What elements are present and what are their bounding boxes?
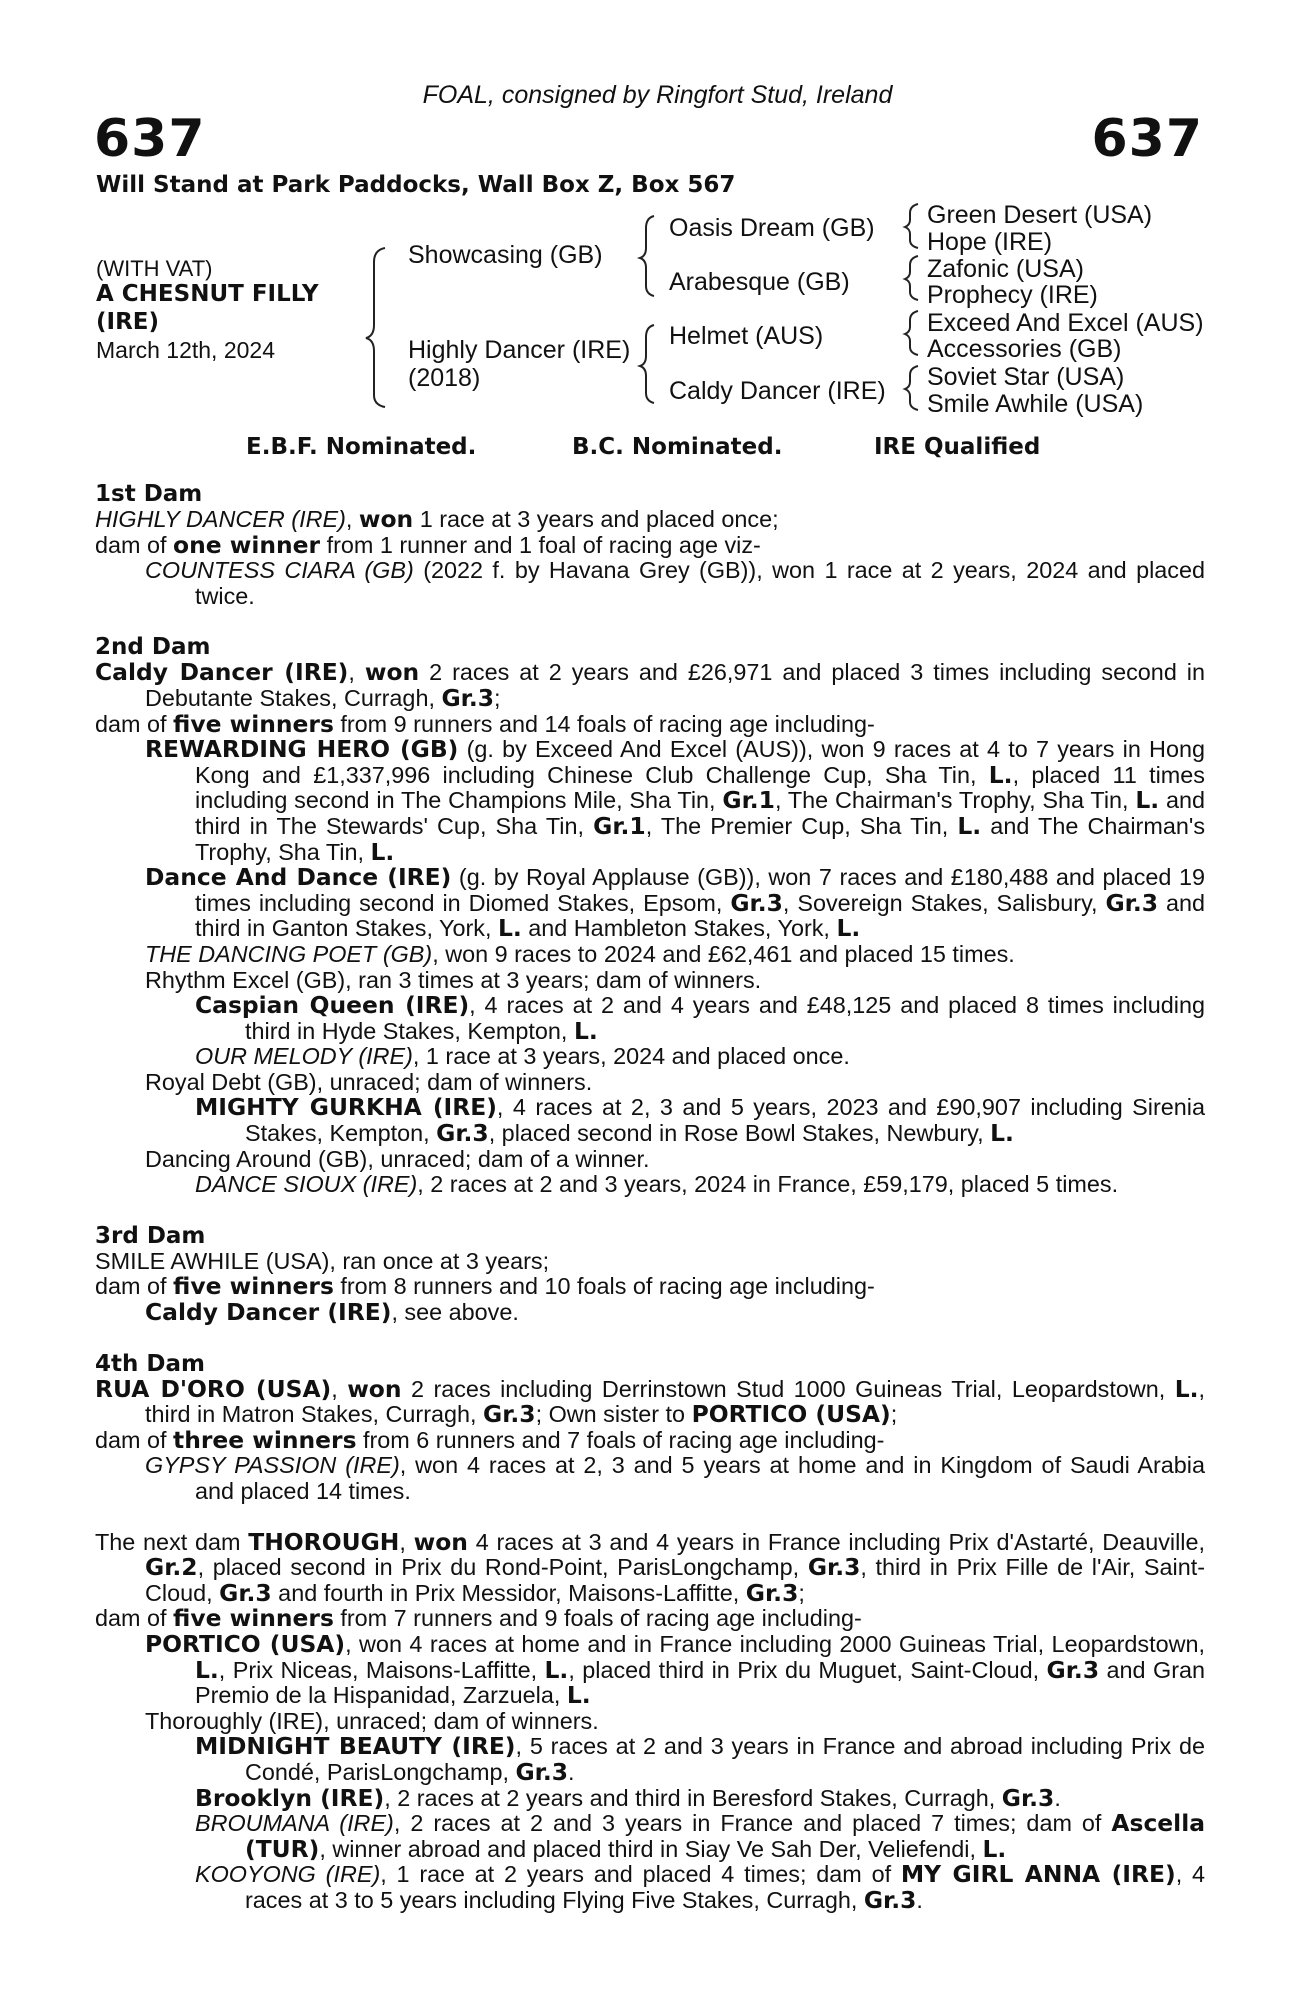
dam-record: RUA D'ORO (USA), won 2 races including Derrinstown Stud 1000 Guineas Trial, Leopardstown, L., third in Matron Stakes, Curragh, Gr.3; Own sister to PORTICO (USA); xyxy=(95,1374,1206,1429)
dam-record: HIGHLY DANCER (IRE), won 1 race at 3 years and placed once; xyxy=(95,505,779,533)
horse-name: MIGHTY GURKHA (IRE) xyxy=(195,1093,497,1122)
foal-birth-date: March 12th, 2024 xyxy=(96,337,276,363)
first-dam-section xyxy=(95,481,1205,609)
grand-produce-entry: MIDNIGHT BEAUTY (IRE), 5 races at 2 and 3 years in France and abroad including Prix de Condé, ParisLongchamp, Gr.3. xyxy=(195,1732,1205,1786)
stand-location: Will Stand at Park Paddocks, Wall Box Z, Box 567 xyxy=(96,172,736,198)
fourth-dam-section xyxy=(95,1351,1205,1505)
dam-record: Caldy Dancer (IRE), won 2 races at 2 years and £26,971 and placed 3 times including second in Debutante Stakes, Curragh, Gr.3; xyxy=(95,658,1205,712)
consignor-line: FOAL, consigned by Ringfort Stud, Ireland xyxy=(422,81,893,109)
horse-name: DANCE SIOUX (IRE) xyxy=(195,1171,418,1198)
produce-summary: dam of three winners from 6 runners and 7 foals of racing age including- xyxy=(95,1425,885,1454)
produce-entry: Thoroughly (IRE), unraced; dam of winners. xyxy=(145,1707,599,1734)
sire-name: Showcasing (GB) xyxy=(408,241,603,269)
sire-dam: Arabesque (GB) xyxy=(669,268,850,296)
dam-sire-dam: Accessories (GB) xyxy=(927,335,1122,363)
produce-entry: Dance And Dance (IRE) (g. by Royal Applause (GB)), won 7 races and £180,488 and placed 19 times including second in Diomed Stakes, Epsom, Gr.3, Sovereign Stakes, Salisbury, Gr.3 and third in Ganton Stakes, York, L. and Hambleton Stakes, York, L. xyxy=(145,863,1205,943)
produce-entry: THE DANCING POET (GB), won 9 races to 2024 and £62,461 and placed 15 times. xyxy=(145,940,1015,967)
horse-name: THOROUGH xyxy=(248,1527,400,1556)
produce-entry: Caldy Dancer (IRE), see above. xyxy=(145,1298,519,1327)
section-heading: 1st Dam xyxy=(95,481,203,507)
dam-record: SMILE AWHILE (USA), ran once at 3 years; xyxy=(95,1247,550,1274)
horse-name: OUR MELODY (IRE) xyxy=(195,1043,413,1070)
sire-sire-dam: Hope (IRE) xyxy=(927,228,1053,256)
foal-description: A CHESNUT FILLY xyxy=(96,281,319,307)
dam-foaling-year: (2018) xyxy=(408,364,481,392)
horse-name: THE DANCING POET (GB) xyxy=(145,940,433,967)
dam-dam-dam: Smile Awhile (USA) xyxy=(927,390,1144,418)
section-heading: 3rd Dam xyxy=(95,1222,206,1249)
section-heading: 4th Dam xyxy=(95,1350,205,1377)
produce-entry: Dancing Around (GB), unraced; dam of a winner. xyxy=(145,1145,650,1172)
produce-entry: COUNTESS CIARA (GB) (2022 f. by Havana Grey (GB)), won 1 race at 2 years, 2024 and placed twice. xyxy=(145,557,1206,609)
produce-entry: Rhythm Excel (GB), ran 3 times at 3 years; dam of winners. xyxy=(145,966,762,993)
produce-summary: dam of five winners from 9 runners and 14 foals of racing age including- xyxy=(95,709,875,738)
horse-name: GYPSY PASSION (IRE) xyxy=(145,1452,400,1479)
catalogue-body xyxy=(95,481,1205,1914)
second-dam-section xyxy=(95,634,1205,1197)
grand-produce-entry: DANCE SIOUX (IRE), 2 races at 2 and 3 years, 2024 in France, £59,179, placed 5 times. xyxy=(195,1171,1119,1198)
dam-name: Highly Dancer (IRE) xyxy=(408,336,631,364)
dam-sire: Helmet (AUS) xyxy=(669,322,824,350)
horse-name: HIGHLY DANCER (IRE) xyxy=(95,506,346,532)
horse-name: Caldy Dancer (IRE) xyxy=(145,1298,392,1327)
horse-name: COUNTESS CIARA (GB) xyxy=(145,557,414,584)
grand-produce-entry: BROUMANA (IRE), 2 races at 2 and 3 years in France and placed 7 times; dam of Ascella (TUR), winner abroad and placed third in Siay Ve Sah Der, Veliefendi, L. xyxy=(195,1809,1205,1863)
sire-sire: Oasis Dream (GB) xyxy=(669,214,875,242)
sire-sire-sire: Green Desert (USA) xyxy=(927,201,1153,229)
grand-produce-entry: OUR MELODY (IRE), 1 race at 3 years, 2024 and placed once. xyxy=(195,1043,850,1070)
grand-produce-entry: MIGHTY GURKHA (IRE), 4 races at 2, 3 and 5 years, 2023 and £90,907 including Sirenia Stakes, Kempton, Gr.3, placed second in Rose Bowl Stakes, Newbury, L. xyxy=(195,1093,1205,1148)
horse-name: BROUMANA (IRE) xyxy=(195,1810,394,1837)
foal-origin: (IRE) xyxy=(96,309,160,335)
horse-name: Brooklyn (IRE) xyxy=(195,1783,385,1812)
dam-sire-sire: Exceed And Excel (AUS) xyxy=(927,309,1204,337)
horse-name: Caspian Queen (IRE) xyxy=(195,991,470,1020)
horse-name: KOOYONG (IRE) xyxy=(195,1861,381,1888)
grand-produce-entry: Brooklyn (IRE), 2 races at 2 years and third in Beresford Stakes, Curragh, Gr.3. xyxy=(195,1783,1061,1812)
grand-produce-entry: KOOYONG (IRE), 1 race at 2 years and placed 4 times; dam of MY GIRL ANNA (IRE), 4 races at 3 to 5 years including Flying Five Stakes, Curragh, Gr.3. xyxy=(195,1860,1205,1914)
sire-dam-dam: Prophecy (IRE) xyxy=(927,281,1098,309)
next-dam-section xyxy=(95,1527,1206,1914)
produce-entry: PORTICO (USA), won 4 races at home and in France including 2000 Guineas Trial, Leopardstown, L., Prix Niceas, Maisons-Laffitte, L., placed third in Prix du Muguet, Saint-Cloud, Gr.3 and Gran Premio de la Hispanidad, Zarzuela, L. xyxy=(145,1629,1206,1710)
dam-dam-sire: Soviet Star (USA) xyxy=(927,363,1125,391)
produce-summary: dam of five winners from 8 runners and 10 foals of racing age including- xyxy=(95,1272,875,1301)
vat-note: (WITH VAT) xyxy=(96,256,213,281)
lot-number-right: 637 xyxy=(1091,109,1203,169)
horse-name: REWARDING HERO (GB) xyxy=(145,735,459,764)
horse-name: RUA D'ORO (USA) xyxy=(95,1374,332,1403)
produce-entry: REWARDING HERO (GB) (g. by Exceed And Excel (AUS)), won 9 races at 4 to 7 years in Hong Kong and £1,337,996 including Chinese Club Challenge Cup, Sha Tin, L., placed 11 times including second in The Champions Mile, Sha Tin, Gr.1, The Chairman's Trophy, Sha Tin, L. and third in The Stewards' Cup, Sha Tin, Gr.1, The Premier Cup, Sha Tin, L. and The Chairman's Trophy, Sha Tin, L. xyxy=(145,735,1206,866)
third-dam-section xyxy=(95,1223,1205,1326)
lot-number-left: 637 xyxy=(94,109,206,169)
horse-name: PORTICO (USA) xyxy=(145,1629,346,1658)
dam-dam: Caldy Dancer (IRE) xyxy=(669,377,886,405)
horse-name: MIDNIGHT BEAUTY (IRE) xyxy=(195,1732,516,1761)
produce-summary: dam of five winners from 7 runners and 9 foals of racing age including- xyxy=(95,1604,862,1633)
bc-nomination: B.C. Nominated. xyxy=(572,434,783,460)
grand-produce-entry: Caspian Queen (IRE), 4 races at 2 and 4 years and £48,125 and placed 8 times including third in Hyde Stakes, Kempton, L. xyxy=(195,991,1205,1045)
ebf-nomination: E.B.F. Nominated. xyxy=(246,434,477,460)
horse-name: Dance And Dance (IRE) xyxy=(145,863,452,892)
sire-dam-sire: Zafonic (USA) xyxy=(927,255,1084,283)
produce-entry: Royal Debt (GB), unraced; dam of winners. xyxy=(145,1068,593,1095)
section-heading: 2nd Dam xyxy=(95,634,211,661)
dam-record: The next dam THOROUGH, won 4 races at 3 and 4 years in France including Prix d'Astarté, Deauville, Gr.2, placed second in Prix du Rond-Point, ParisLongchamp, Gr.3, third in Prix Fille de l'Air, Saint-Cloud, Gr.3 and fourth in Prix Messidor, Maisons-Laffitte, Gr.3; xyxy=(95,1527,1206,1607)
ire-qualification: IRE Qualified xyxy=(874,434,1041,460)
produce-summary: dam of one winner from 1 runner and 1 foal of racing age viz- xyxy=(95,530,761,559)
produce-entry: GYPSY PASSION (IRE), won 4 races at 2, 3 and 5 years at home and in Kingdom of Saudi Arabia and placed 14 times. xyxy=(145,1452,1205,1504)
horse-name: Caldy Dancer (IRE) xyxy=(95,658,349,687)
